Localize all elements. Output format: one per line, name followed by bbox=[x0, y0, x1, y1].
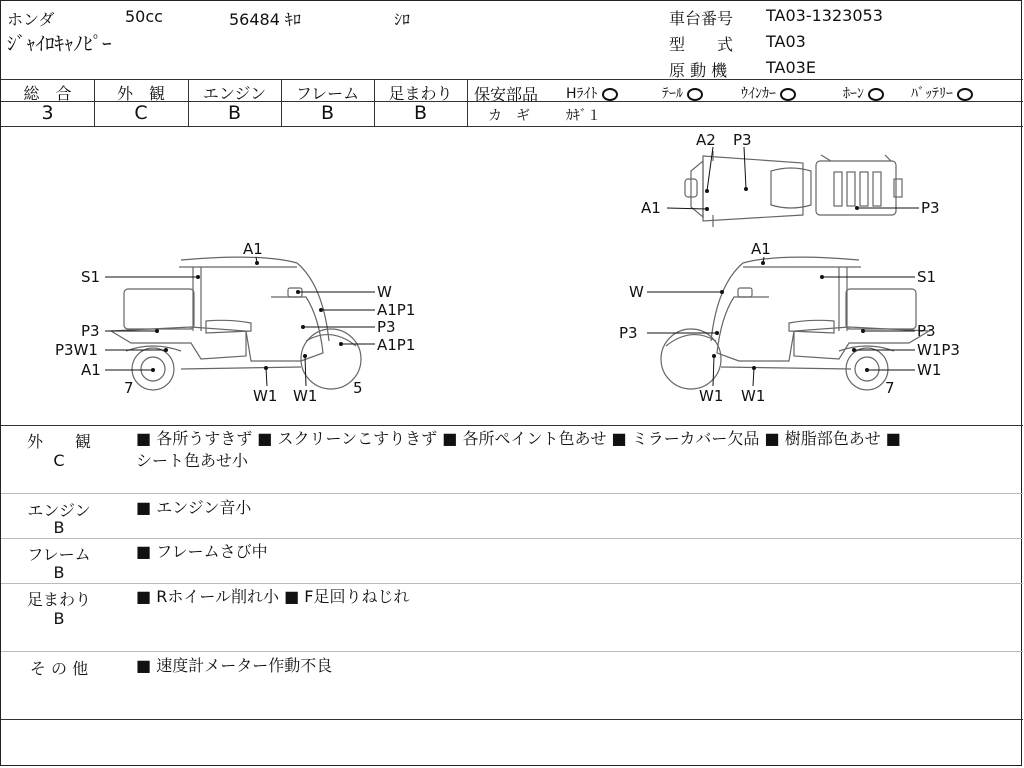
label-right-w1: W1 bbox=[917, 361, 942, 379]
notes-engine-grade: B bbox=[53, 518, 65, 537]
notes-exterior-label: 外 観 bbox=[26, 432, 91, 451]
notes-frame-text: ■ フレームさび中 bbox=[136, 542, 268, 561]
top-view-drawing bbox=[685, 151, 902, 227]
label-left-w: W bbox=[377, 283, 392, 301]
label-left-w1-b: W1 bbox=[293, 387, 318, 405]
winker-status: ｳｲﾝｶｰ bbox=[741, 83, 796, 103]
notes-other-text: ■ 速度計メーター作動不良 bbox=[136, 656, 333, 675]
frame-grade: B bbox=[320, 102, 335, 124]
notes-suspension-label: 足まわり bbox=[26, 590, 91, 609]
suspension-label: 足まわり bbox=[388, 84, 453, 103]
ok-circle-icon bbox=[780, 88, 796, 101]
label-left-a1-low: A1 bbox=[81, 361, 101, 379]
label-left-5: 5 bbox=[353, 379, 363, 397]
key-label: カ ギ bbox=[488, 108, 530, 124]
label-right-s1: S1 bbox=[917, 268, 937, 286]
safety-parts-label: 保安部品 bbox=[474, 85, 539, 104]
ok-circle-icon bbox=[957, 88, 973, 101]
notes-engine-text: ■ エンジン音小 bbox=[136, 498, 252, 517]
label-top-a1: A1 bbox=[641, 199, 661, 217]
notes-engine-label: エンジン bbox=[27, 501, 91, 520]
key-value: ｶｷﾞ１ bbox=[566, 108, 601, 124]
label-left-p3w1: P3W1 bbox=[55, 341, 98, 359]
damage-diagram bbox=[1, 127, 1021, 424]
label-right-a1-top: A1 bbox=[751, 240, 771, 258]
engine-code: TA03E bbox=[766, 58, 816, 77]
notes-suspension-grade: B bbox=[53, 609, 65, 628]
frame-number-label: 車台番号 bbox=[669, 9, 734, 28]
notes-suspension-text: ■ Rホイール削れ小 ■ F足回りねじれ bbox=[136, 587, 410, 606]
label-right-w1-a: W1 bbox=[699, 387, 724, 405]
model-name: ｼﾞｬｲﾛｷｬﾉﾋﾟｰ bbox=[7, 33, 112, 55]
notes-frame-label: フレーム bbox=[27, 545, 91, 564]
exterior-label: 外 観 bbox=[116, 84, 165, 103]
notes-other-label: そ の 他 bbox=[29, 659, 89, 678]
notes-exterior-grade: C bbox=[53, 451, 65, 470]
label-top-p3: P3 bbox=[733, 131, 752, 149]
suspension-grade: B bbox=[413, 102, 428, 124]
label-left-a1p1-b: A1P1 bbox=[377, 336, 416, 354]
label-left-7: 7 bbox=[124, 379, 134, 397]
overall-label: 総 合 bbox=[23, 84, 72, 103]
overall-grade: 3 bbox=[41, 102, 54, 124]
ok-circle-icon bbox=[602, 88, 618, 101]
label-right-w: W bbox=[629, 283, 644, 301]
notes-exterior-line2: シート色あせ小 bbox=[136, 451, 249, 470]
model-code-label: 型 式 bbox=[669, 35, 734, 54]
label-top-p3-right: P3 bbox=[921, 199, 940, 217]
battery-status: ﾊﾞｯﾃﾘｰ bbox=[911, 83, 973, 103]
label-left-s1: S1 bbox=[81, 268, 101, 286]
label-top-a2: A2 bbox=[696, 131, 716, 149]
ok-circle-icon bbox=[687, 88, 703, 101]
engine-grade: B bbox=[227, 102, 242, 124]
model-code: TA03 bbox=[766, 32, 806, 51]
label-right-p3-right: P3 bbox=[917, 322, 936, 340]
engine-code-label: 原 動 機 bbox=[669, 61, 728, 80]
frame-label: フレーム bbox=[295, 84, 360, 103]
displacement: 50cc bbox=[125, 7, 163, 26]
horn-status: ﾎｰﾝ bbox=[843, 83, 884, 103]
label-left-a1-top: A1 bbox=[243, 240, 263, 258]
notes-frame-grade: B bbox=[53, 563, 65, 582]
engine-label: エンジン bbox=[202, 84, 267, 103]
label-left-p3-mid: P3 bbox=[377, 318, 396, 336]
mileage: 56484 ｷﾛ bbox=[229, 10, 301, 29]
damage-points bbox=[151, 187, 869, 372]
label-right-p3-left: P3 bbox=[619, 324, 638, 342]
frame-number: TA03-1323053 bbox=[766, 6, 883, 25]
maker: ホンダ bbox=[7, 10, 55, 29]
label-right-7: 7 bbox=[885, 379, 895, 397]
notes-exterior-line1: ■ 各所うすきず ■ スクリーンこすりきず ■ 各所ペイント色あせ ■ ミラーカバー欠品 ■ 樹脂部色あせ ■ bbox=[136, 429, 901, 448]
label-right-w1-b: W1 bbox=[741, 387, 766, 405]
exterior-grade: C bbox=[134, 102, 148, 124]
label-left-p3: P3 bbox=[81, 322, 100, 340]
ok-circle-icon bbox=[868, 88, 884, 101]
label-right-w1p3: W1P3 bbox=[917, 341, 960, 359]
label-left-w1-a: W1 bbox=[253, 387, 278, 405]
body-color: ｼﾛ bbox=[394, 10, 411, 29]
headlight-status: Hﾗｲﾄ bbox=[566, 83, 618, 103]
tail-status: ﾃｰﾙ bbox=[662, 83, 703, 103]
label-left-a1p1-a: A1P1 bbox=[377, 301, 416, 319]
